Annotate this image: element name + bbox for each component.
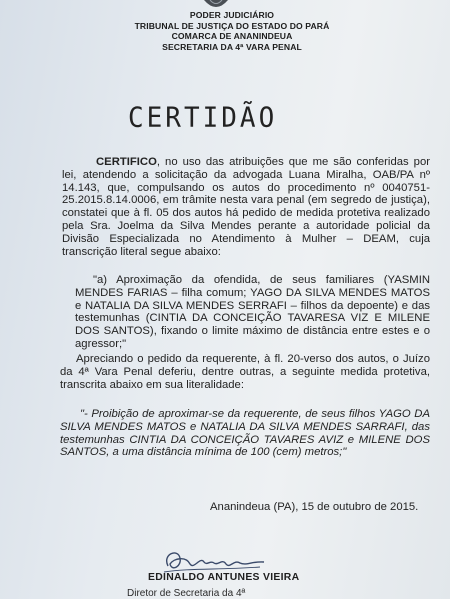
document-title: CERTIDÃO — [128, 102, 278, 134]
document-date: Ananindeua (PA), 15 de outubro de 2015. — [210, 501, 419, 513]
paragraph-certification-text: , no uso das atribuições que me são conferidas por lei, atendendo a solicitação da advogada Luana Miralha, OAB/PA nº 14.143, que, compulsando os autos do procedimento nº 0040751-25.2015.8.14.0006, em trâmite nesta vara penal (em segredo de justiça), constatei que à fl. 05 dos autos há pedido de medida protetiva realizado pela Sra. Joelma da Silva Mendes perante a autoridade policial da Divisão Especializada no Atendimento à Mulher – DEAM, cuja transcrição literal segue abaixo: — [62, 156, 430, 258]
header-line-3: COMARCA DE ANANINDEUA — [171, 31, 293, 41]
header-line-1: PODER JUDICIÁRIO — [189, 10, 275, 20]
signer-role: Diretor de Secretaria da 4ª — [127, 588, 246, 599]
paragraph-certification — [62, 156, 430, 258]
paragraph-request-quote: "a) Aproximação da ofendida, de seus familiares (YASMIN MENDES FARIAS – filha comum; YAGO DA SILVA MENDES MATOS e NATALIA DA SILVA MENDES SERRAFI – filhos da depoente) e das testemunhas (CINTIA DA CONCEIÇÃO TAVARESA VIZ E MILENE DOS SANTOS), fixando o limite máximo de distância entre estes e o agressor;" — [75, 274, 430, 350]
header-line-4: SECRETARIA DA 4ª VARA PENAL — [162, 41, 302, 52]
paragraph-decision: Apreciando o pedido da requerente, à fl. 20-verso dos autos, o Juízo da 4ª Vara Penal deferiu, dentre outras, a seguinte medida protetiva, transcrita abaixo em sua literalidade: — [60, 353, 430, 391]
court-header — [0, 10, 450, 52]
signer-name: EDINALDO ANTUNES VIEIRA — [148, 572, 300, 583]
certify-lead: CERTIFICO — [96, 156, 157, 168]
paragraph-measure-quote: "- Proibição de aproximar-se da requerente, de seus filhos YAGO DA SILVA MENDES MATOS e NATALIA DA SILVA MENDES SARRAFI, das testemunhas CINTIA DA CONCEIÇÃO TAVARES AVIZ e MILENE DOS SANTOS, a uma distância mínima de 100 (cem) metros;" — [60, 408, 430, 459]
header-line-2: TRIBUNAL DE JUSTIÇA DO ESTADO DO PARÁ — [134, 20, 330, 31]
